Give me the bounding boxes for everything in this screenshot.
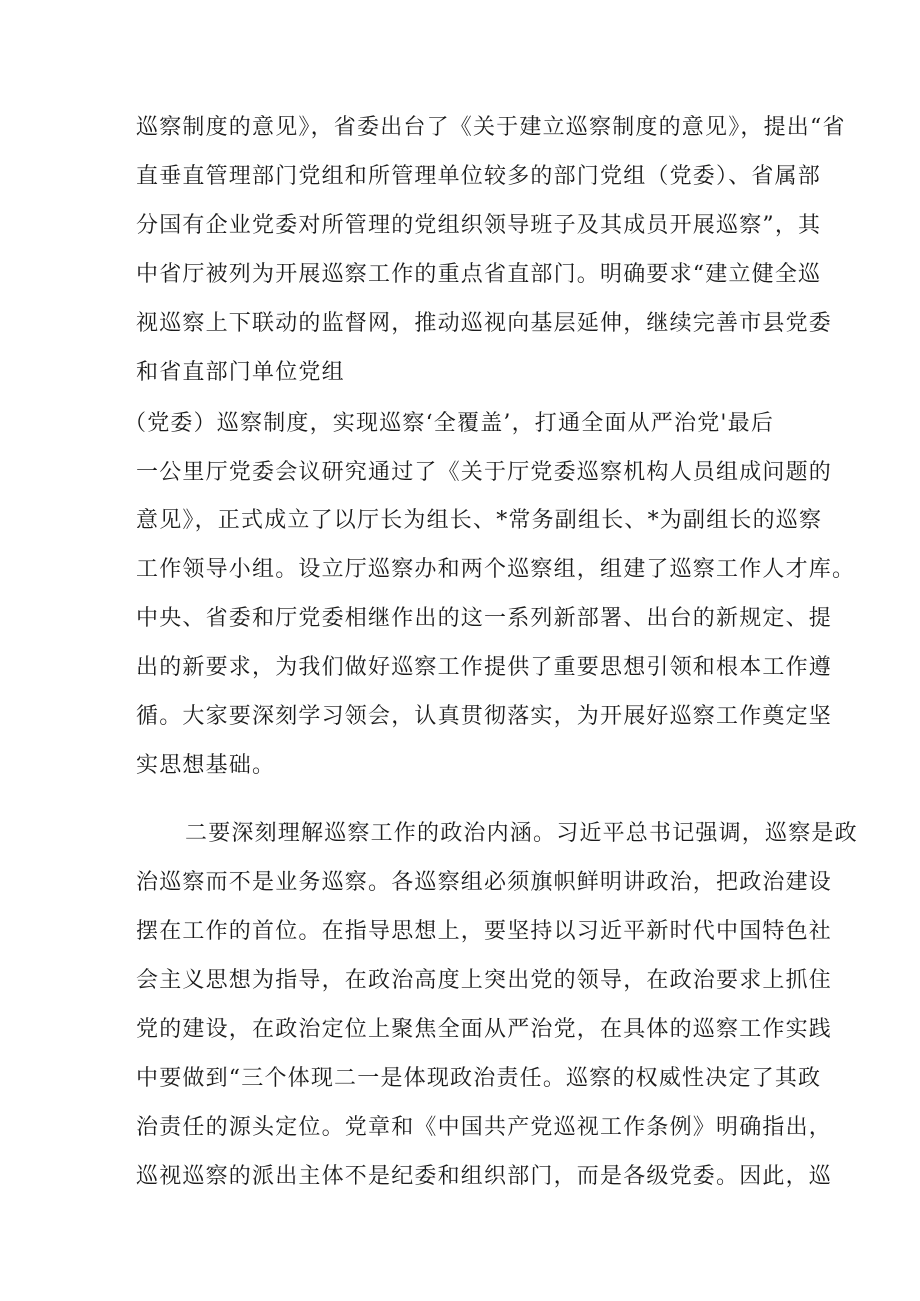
- text-line: 中省厅被列为开展巡察工作的重点省直部门。明确要求“建立健全巡: [136, 262, 822, 287]
- text-line: 工作领导小组。设立厅巡察办和两个巡察组，组建了巡察工作人才库。: [136, 557, 856, 582]
- text-line: 直垂直管理部门党组和所管理单位较多的部门党组（党委）、省属部: [136, 164, 822, 189]
- text-line: 循。大家要深刻学习领会，认真贯彻落实，为开展好巡察工作奠定坚: [136, 704, 833, 729]
- text-line: 中央、省委和厅党委相继作出的这一系列新部署、出台的新规定、提: [136, 606, 833, 631]
- text-line: 会主义思想为指导，在政治高度上突出党的领导，在政治要求上抓住: [136, 968, 833, 993]
- text-line: 治巡察而不是业务巡察。各巡察组必须旗帜鲜明讲政治，把政治建设: [136, 870, 833, 895]
- text-line: 巡视巡察的派出主体不是纪委和组织部门，而是各级党委。因此，巡: [136, 1164, 833, 1189]
- text-line: 党的建设，在政治定位上聚焦全面从严治党，在具体的巡察工作实践: [136, 1017, 833, 1042]
- text-line: 意见》，正式成立了以厅长为组长、*常务副组长、*为副组长的巡察: [136, 508, 823, 533]
- text-line: 分国有企业党委对所管理的党组织领导班子及其成员开展巡察”，其: [136, 213, 822, 238]
- text-line: 和省直部门单位党组: [136, 360, 345, 385]
- paragraph-first-line: 二要深刻理解巡察工作的政治内涵。习近平总书记强调，巡察是政: [185, 821, 858, 846]
- text-line: 摆在工作的首位。在指导思想上，要坚持以习近平新时代中国特色社: [136, 919, 833, 944]
- text-line: 中要做到“三个体现二一是体现政治责任。巡察的权威性决定了其政: [136, 1066, 822, 1091]
- text-line: 出的新要求，为我们做好巡察工作提供了重要思想引领和根本工作遵: [136, 655, 833, 680]
- text-line: 实思想基础。: [136, 753, 276, 778]
- text-line: 一公里厅党委会议研究通过了《关于厅党委巡察机构人员组成问题的: [136, 460, 833, 485]
- text-line: 治责任的源头定位。党章和《中国共产党巡视工作条例》明确指出，: [136, 1115, 833, 1140]
- text-line: 巡察制度的意见》，省委出台了《关于建立巡察制度的意见》，提出“省: [136, 115, 846, 140]
- text-line: 视巡察上下联动的监督网，推动巡视向基层延伸，继续完善市县党委: [136, 311, 833, 336]
- text-line: （党委）巡察制度，实现巡察‘全覆盖’，打通全面从严治党'最后: [124, 411, 775, 436]
